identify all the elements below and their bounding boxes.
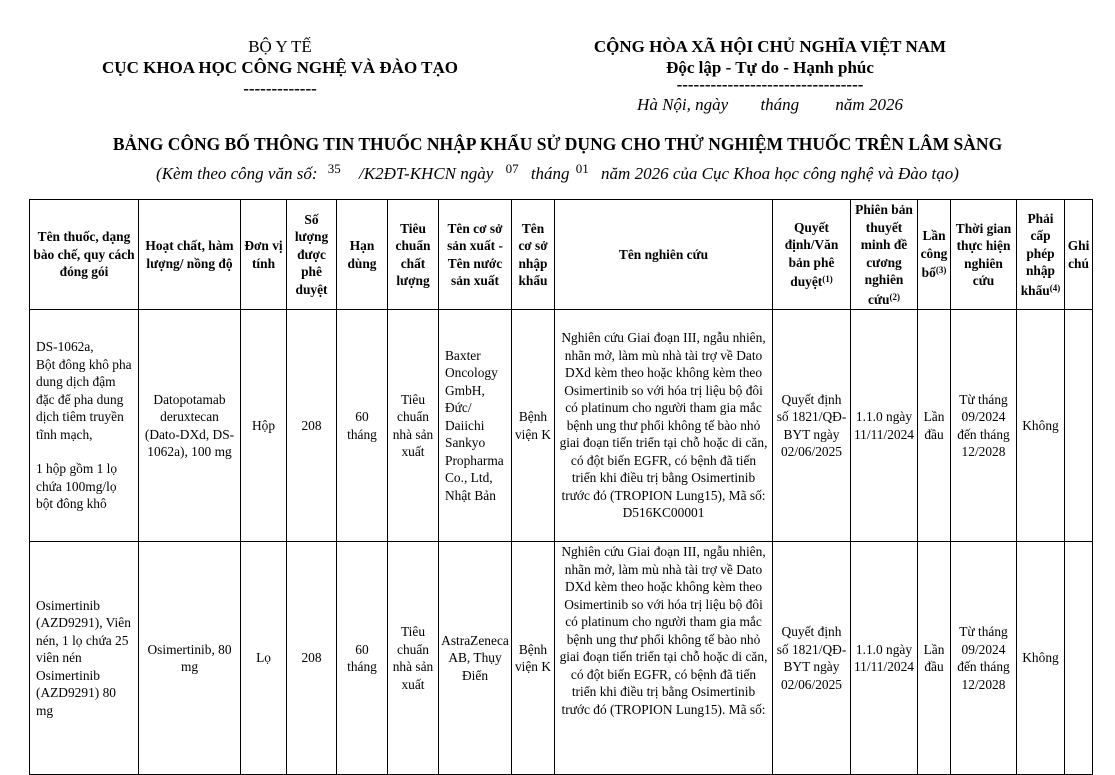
- header-decision-label: Quyết định/Văn bản phê duyệt: [784, 219, 839, 289]
- national-motto: Độc lập - Tự do - Hạnh phúc: [666, 58, 874, 77]
- cell-license: Không: [1017, 542, 1065, 775]
- header-protocol-label: Phiên bản thuyết minh đề cương nghiên cứu: [855, 202, 913, 307]
- date-month: tháng: [760, 95, 800, 114]
- cell-active: Datopotamab deruxtecan (Dato-DXd, DS-1062a), 100 mg: [139, 310, 241, 542]
- drug-import-table: [29, 199, 1093, 775]
- document-title: BẢNG CÔNG BỐ THÔNG TIN THUỐC NHẬP KHẨU SỬ DỤNG CHO THỬ NGHIỆM THUỐC TRÊN LÂM SÀNG: [112, 134, 1003, 154]
- cell-study: Nghiên cứu Giai đoạn III, ngẫu nhiên, nhãn mở, làm mù nhà tài trợ về Dato DXd kèm theo hoặc không kèm theo Osimertinib so với hóa trị liệu bộ đôi có platinum cho người tham gia mắc bệnh ung thư phổi không tế bào nhỏ giai đoạn tiến triển tại chỗ hoặc di căn, có đột biến EGFR, có bệnh đã tiến triển khi điều trị bằng Osimertinib trước đó (TROPION Lung15). Mã số:: [555, 542, 773, 775]
- cell-drug-name: Osimertinib (AZD9291), Viên nén, 1 lọ chứa 25 viên nén Osimertinib (AZD9291) 80 mg: [30, 542, 139, 775]
- cell-qty: 208: [287, 310, 337, 542]
- header-manufacturer: Tên cơ sở sản xuất - Tên nước sản xuất: [439, 200, 512, 310]
- cell-note: [1065, 310, 1093, 542]
- cell-protocol: 1.1.0 ngày 11/11/2024: [851, 542, 918, 775]
- cell-manufacturer: AstraZeneca AB, Thụy Điển: [439, 542, 512, 775]
- document-date: [555, 94, 985, 115]
- table-row: [30, 542, 1093, 775]
- cell-unit: Lọ: [241, 542, 287, 775]
- header-importer: Tên cơ sở nhập khẩu: [512, 200, 555, 310]
- subtitle-month-label: tháng: [530, 164, 570, 183]
- cell-period: Từ tháng 09/2024 đến tháng 12/2028: [951, 310, 1017, 542]
- subtitle-prefix: (Kèm theo công văn số:: [156, 164, 318, 183]
- cell-expiry: 60 tháng: [337, 310, 388, 542]
- date-place: Hà Nội, ngày: [637, 95, 729, 114]
- cell-note: [1065, 542, 1093, 775]
- cell-importer: Bệnh viện K: [512, 310, 555, 542]
- drug-pack: 1 hộp gồm 1 lọ chứa 100mg/lọ bột đông khô: [36, 461, 118, 512]
- cell-period: Từ tháng 09/2024 đến tháng 12/2028: [951, 542, 1017, 775]
- cell-qty: 208: [287, 542, 337, 775]
- header-unit: Đơn vị tính: [241, 200, 287, 310]
- drug-code: DS-1062a,: [36, 339, 94, 355]
- header-study: Tên nghiên cứu: [555, 200, 773, 310]
- header-announce: [918, 200, 951, 310]
- header-note-3: (3): [935, 265, 947, 276]
- cell-protocol: 1.1.0 ngày 11/11/2024: [851, 310, 918, 542]
- cell-drug-name: [30, 310, 139, 542]
- header-active-ingredient: Hoạt chất, hàm lượng/ nồng độ: [139, 200, 241, 310]
- subtitle-suffix: năm 2026 của Cục Khoa học công nghệ và Đào tạo): [601, 164, 959, 183]
- table-row: [30, 310, 1093, 542]
- header-announce-label: Lần công bố: [920, 228, 948, 281]
- drug-form: Bột đông khô pha dung dịch đậm đặc để pha dung dịch tiêm truyền tĩnh mạch,: [36, 356, 132, 442]
- header-drug-name: Tên thuốc, dạng bào chế, quy cách đóng gói: [30, 200, 139, 310]
- cell-active: Osimertinib, 80 mg: [139, 542, 241, 775]
- table-header-row: [30, 200, 1093, 310]
- header-decision: [773, 200, 851, 310]
- subtitle-month: 01: [575, 161, 589, 176]
- subtitle-day: 07: [505, 161, 519, 176]
- cell-announce: Lần đầu: [918, 310, 951, 542]
- header-expiry: Hạn dùng: [337, 200, 388, 310]
- issuer-block: [60, 36, 500, 99]
- motto-rule: ---------------------------------: [676, 75, 864, 94]
- subtitle-code: /K2ĐT-KHCN ngày: [359, 164, 494, 183]
- national-header: [555, 36, 985, 115]
- header-protocol: [851, 200, 918, 310]
- ministry-name: BỘ Y TẾ: [248, 37, 312, 56]
- department-name: CỤC KHOA HỌC CÔNG NGHỆ VÀ ĐÀO TẠO: [102, 58, 458, 77]
- header-note-1: (1): [822, 274, 833, 284]
- subtitle-doc-number: 35: [327, 161, 341, 176]
- header-license-label: Phải cấp phép nhập khẩu: [1020, 210, 1056, 298]
- cell-standard: Tiêu chuẩn nhà sản xuất: [388, 310, 439, 542]
- header-note-2: (2): [889, 291, 900, 302]
- header-note: Ghi chú: [1065, 200, 1093, 310]
- header-standard: Tiêu chuẩn chất lượng: [388, 200, 439, 310]
- date-year: năm 2026: [835, 95, 903, 114]
- issuer-rule: -------------: [243, 79, 317, 98]
- cell-expiry: 60 tháng: [337, 542, 388, 775]
- document-subtitle: [0, 161, 1115, 184]
- header-period: Thời gian thực hiện nghiên cứu: [951, 200, 1017, 310]
- cell-standard: Tiêu chuẩn nhà sản xuất: [388, 542, 439, 775]
- nation-name: CỘNG HÒA XÃ HỘI CHỦ NGHĨA VIỆT NAM: [593, 37, 947, 56]
- cell-decision: Quyết định số 1821/QĐ-BYT ngày 02/06/2025: [773, 310, 851, 542]
- header-note-4: (4): [1049, 282, 1061, 293]
- cell-decision: Quyết định số 1821/QĐ-BYT ngày 02/06/2025: [773, 542, 851, 775]
- cell-license: Không: [1017, 310, 1065, 542]
- cell-announce: Lần đầu: [918, 542, 951, 775]
- cell-study: Nghiên cứu Giai đoạn III, ngẫu nhiên, nhãn mở, làm mù nhà tài trợ về Dato DXd kèm theo hoặc không kèm theo Osimertinib so với hóa trị liệu bộ đôi có platinum cho người tham gia mắc bệnh ung thư phổi không tế bào nhỏ giai đoạn tiến triển tại chỗ hoặc di căn, có đột biến EGFR, có bệnh đã tiến triển khi điều trị bằng Osimertinib trước đó (TROPION Lung15), Mã số: D516KC00001: [555, 310, 773, 542]
- header-license: [1017, 200, 1065, 310]
- cell-manufacturer: Baxter Oncology GmbH, Đức/ Daiichi Sankyo Propharma Co., Ltd, Nhật Bản: [439, 310, 512, 542]
- header-quantity: Số lượng được phê duyệt: [287, 200, 337, 310]
- cell-unit: Hộp: [241, 310, 287, 542]
- cell-importer: Bệnh viện K: [512, 542, 555, 775]
